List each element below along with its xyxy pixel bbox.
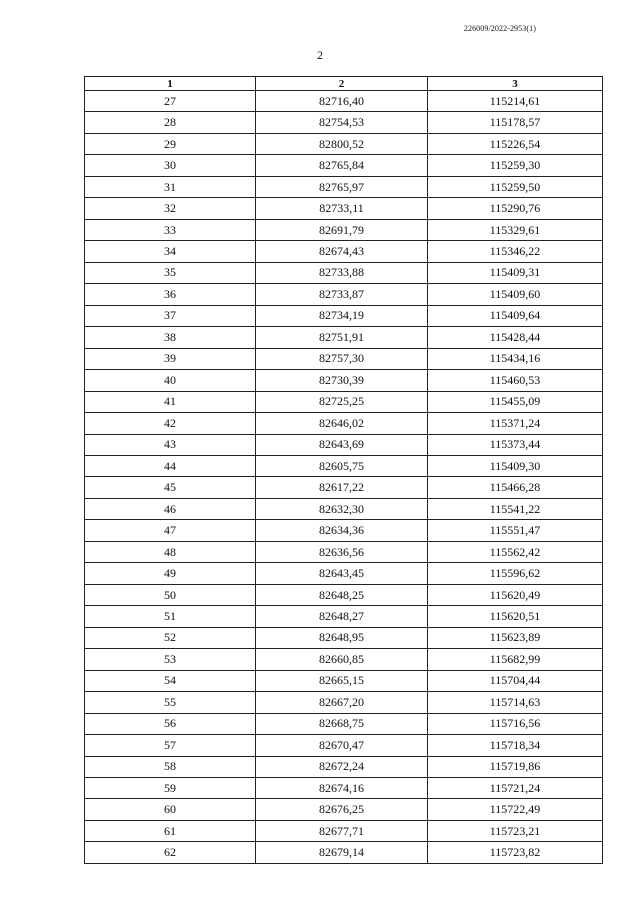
table-row	[85, 692, 603, 713]
table-row	[85, 327, 603, 348]
y-coordinate-cell: 115723,21	[428, 820, 603, 841]
table-row	[85, 305, 603, 326]
point-number-cell: 48	[85, 541, 256, 562]
point-number-cell: 46	[85, 498, 256, 519]
table-row	[85, 262, 603, 283]
table-row	[85, 112, 603, 133]
point-number-cell: 37	[85, 305, 256, 326]
y-coordinate-cell: 115718,34	[428, 735, 603, 756]
point-number-cell: 28	[85, 112, 256, 133]
point-number-cell: 57	[85, 735, 256, 756]
x-coordinate-cell: 82648,25	[256, 584, 428, 605]
point-number-cell: 62	[85, 842, 256, 863]
y-coordinate-cell: 115466,28	[428, 477, 603, 498]
table-row	[85, 477, 603, 498]
y-coordinate-cell: 115719,86	[428, 756, 603, 777]
x-coordinate-cell: 82636,56	[256, 541, 428, 562]
point-number-cell: 32	[85, 198, 256, 219]
point-number-cell: 45	[85, 477, 256, 498]
point-number-cell: 30	[85, 155, 256, 176]
y-coordinate-cell: 115551,47	[428, 520, 603, 541]
table-row	[85, 756, 603, 777]
x-coordinate-cell: 82679,14	[256, 842, 428, 863]
point-number-cell: 35	[85, 262, 256, 283]
y-coordinate-cell: 115373,44	[428, 434, 603, 455]
table-row	[85, 584, 603, 605]
point-number-cell: 36	[85, 284, 256, 305]
table-row	[85, 713, 603, 734]
x-coordinate-cell: 82734,19	[256, 305, 428, 326]
page-number: 2	[317, 48, 323, 62]
x-coordinate-cell: 82660,85	[256, 649, 428, 670]
x-coordinate-cell: 82643,45	[256, 563, 428, 584]
x-coordinate-cell: 82670,47	[256, 735, 428, 756]
y-coordinate-cell: 115596,62	[428, 563, 603, 584]
point-number-cell: 43	[85, 434, 256, 455]
y-coordinate-cell: 115562,42	[428, 541, 603, 562]
table-row	[85, 348, 603, 369]
x-coordinate-cell: 82691,79	[256, 219, 428, 240]
y-coordinate-cell: 115714,63	[428, 692, 603, 713]
x-coordinate-cell: 82646,02	[256, 413, 428, 434]
x-coordinate-cell: 82733,87	[256, 284, 428, 305]
table-row	[85, 649, 603, 670]
y-coordinate-cell: 115620,51	[428, 606, 603, 627]
y-coordinate-cell: 115409,64	[428, 305, 603, 326]
point-number-cell: 33	[85, 219, 256, 240]
document-reference-number: 226009/2022-2953(1)	[463, 24, 536, 33]
y-coordinate-cell: 115704,44	[428, 670, 603, 691]
x-coordinate-cell: 82765,84	[256, 155, 428, 176]
y-coordinate-cell: 115721,24	[428, 778, 603, 799]
x-coordinate-cell: 82716,40	[256, 91, 428, 112]
table-row	[85, 284, 603, 305]
table-row	[85, 155, 603, 176]
x-coordinate-cell: 82751,91	[256, 327, 428, 348]
point-number-cell: 51	[85, 606, 256, 627]
x-coordinate-cell: 82676,25	[256, 799, 428, 820]
x-coordinate-cell: 82733,11	[256, 198, 428, 219]
point-number-cell: 50	[85, 584, 256, 605]
table-row	[85, 498, 603, 519]
coordinates-table	[84, 76, 603, 864]
point-number-cell: 40	[85, 370, 256, 391]
point-number-cell: 49	[85, 563, 256, 584]
x-coordinate-cell: 82674,43	[256, 241, 428, 262]
point-number-cell: 60	[85, 799, 256, 820]
point-number-cell: 53	[85, 649, 256, 670]
x-coordinate-cell: 82643,69	[256, 434, 428, 455]
y-coordinate-cell: 115409,31	[428, 262, 603, 283]
y-coordinate-cell: 115409,60	[428, 284, 603, 305]
x-coordinate-cell: 82765,97	[256, 176, 428, 197]
point-number-cell: 61	[85, 820, 256, 841]
y-coordinate-cell: 115428,44	[428, 327, 603, 348]
table-row	[85, 820, 603, 841]
column-header-3: 3	[428, 77, 603, 91]
table-row	[85, 434, 603, 455]
table-row	[85, 842, 603, 863]
y-coordinate-cell: 115682,99	[428, 649, 603, 670]
y-coordinate-cell: 115371,24	[428, 413, 603, 434]
table-body	[85, 91, 603, 864]
point-number-cell: 55	[85, 692, 256, 713]
y-coordinate-cell: 115455,09	[428, 391, 603, 412]
x-coordinate-cell: 82648,95	[256, 627, 428, 648]
y-coordinate-cell: 115214,61	[428, 91, 603, 112]
point-number-cell: 27	[85, 91, 256, 112]
table-row	[85, 627, 603, 648]
column-header-2: 2	[256, 77, 428, 91]
table-row	[85, 391, 603, 412]
y-coordinate-cell: 115290,76	[428, 198, 603, 219]
y-coordinate-cell: 115723,82	[428, 842, 603, 863]
point-number-cell: 38	[85, 327, 256, 348]
y-coordinate-cell: 115226,54	[428, 133, 603, 154]
point-number-cell: 34	[85, 241, 256, 262]
point-number-cell: 58	[85, 756, 256, 777]
table-row	[85, 455, 603, 476]
x-coordinate-cell: 82672,24	[256, 756, 428, 777]
point-number-cell: 41	[85, 391, 256, 412]
x-coordinate-cell: 82800,52	[256, 133, 428, 154]
y-coordinate-cell: 115722,49	[428, 799, 603, 820]
y-coordinate-cell: 115259,30	[428, 155, 603, 176]
point-number-cell: 52	[85, 627, 256, 648]
x-coordinate-cell: 82730,39	[256, 370, 428, 391]
table-row	[85, 91, 603, 112]
x-coordinate-cell: 82665,15	[256, 670, 428, 691]
column-header-1: 1	[85, 77, 256, 91]
x-coordinate-cell: 82677,71	[256, 820, 428, 841]
x-coordinate-cell: 82632,30	[256, 498, 428, 519]
point-number-cell: 31	[85, 176, 256, 197]
point-number-cell: 54	[85, 670, 256, 691]
table-row	[85, 670, 603, 691]
point-number-cell: 47	[85, 520, 256, 541]
x-coordinate-cell: 82754,53	[256, 112, 428, 133]
y-coordinate-cell: 115434,16	[428, 348, 603, 369]
table-row	[85, 735, 603, 756]
point-number-cell: 56	[85, 713, 256, 734]
y-coordinate-cell: 115259,50	[428, 176, 603, 197]
y-coordinate-cell: 115716,56	[428, 713, 603, 734]
table-row	[85, 413, 603, 434]
x-coordinate-cell: 82733,88	[256, 262, 428, 283]
y-coordinate-cell: 115409,30	[428, 455, 603, 476]
point-number-cell: 29	[85, 133, 256, 154]
x-coordinate-cell: 82617,22	[256, 477, 428, 498]
x-coordinate-cell: 82648,27	[256, 606, 428, 627]
point-number-cell: 44	[85, 455, 256, 476]
table-row	[85, 198, 603, 219]
y-coordinate-cell: 115620,49	[428, 584, 603, 605]
table-row	[85, 370, 603, 391]
x-coordinate-cell: 82667,20	[256, 692, 428, 713]
table-row	[85, 219, 603, 240]
table-row	[85, 563, 603, 584]
y-coordinate-cell: 115541,22	[428, 498, 603, 519]
y-coordinate-cell: 115346,22	[428, 241, 603, 262]
x-coordinate-cell: 82725,25	[256, 391, 428, 412]
table-row	[85, 606, 603, 627]
table-row	[85, 778, 603, 799]
table-row	[85, 799, 603, 820]
y-coordinate-cell: 115329,61	[428, 219, 603, 240]
x-coordinate-cell: 82668,75	[256, 713, 428, 734]
point-number-cell: 39	[85, 348, 256, 369]
table-row	[85, 241, 603, 262]
point-number-cell: 59	[85, 778, 256, 799]
y-coordinate-cell: 115623,89	[428, 627, 603, 648]
y-coordinate-cell: 115178,57	[428, 112, 603, 133]
x-coordinate-cell: 82674,16	[256, 778, 428, 799]
table-row	[85, 520, 603, 541]
table-row	[85, 176, 603, 197]
x-coordinate-cell: 82634,36	[256, 520, 428, 541]
x-coordinate-cell: 82757,30	[256, 348, 428, 369]
table-header-row	[85, 77, 603, 91]
x-coordinate-cell: 82605,75	[256, 455, 428, 476]
point-number-cell: 42	[85, 413, 256, 434]
table-row	[85, 133, 603, 154]
table-row	[85, 541, 603, 562]
y-coordinate-cell: 115460,53	[428, 370, 603, 391]
